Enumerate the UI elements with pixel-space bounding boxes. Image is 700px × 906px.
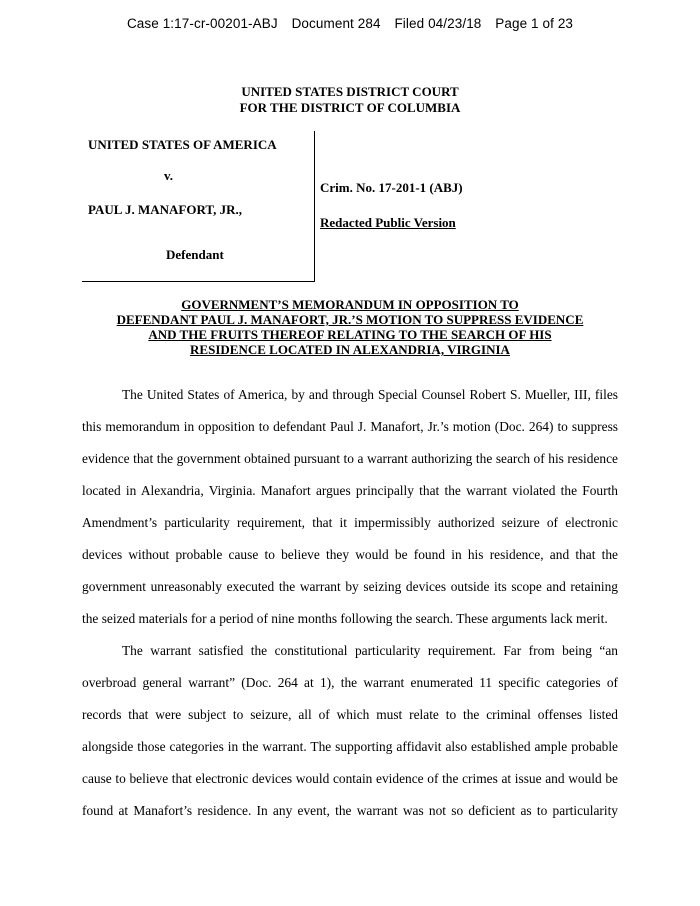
page-indicator: Page 1 of 23 [495, 16, 574, 31]
redacted-version-label: Redacted Public Version [320, 215, 456, 230]
case-caption-parties [82, 131, 315, 282]
defendant-label: Defendant [166, 247, 224, 262]
court-line-2: FOR THE DISTRICT OF COLUMBIA [239, 100, 461, 115]
versus-label: v. [164, 168, 174, 183]
document-number: Document 284 [291, 16, 381, 31]
court-line-1: UNITED STATES DISTRICT COURT [241, 84, 459, 99]
title-line-3: AND THE FRUITS THEREOF RELATING TO THE SEARCH OF HIS [148, 327, 552, 342]
filed-date: Filed 04/23/18 [394, 16, 482, 31]
court-name [0, 84, 700, 116]
memorandum-title [0, 297, 700, 357]
plaintiff-name: UNITED STATES OF AMERICA [88, 137, 277, 152]
case-number-header: Case 1:17-cr-00201-ABJ [126, 16, 278, 31]
memorandum-body [82, 379, 618, 827]
criminal-case-number: Crim. No. 17-201-1 (ABJ) [320, 180, 463, 195]
title-line-4: RESIDENCE LOCATED IN ALEXANDRIA, VIRGINIA [190, 342, 510, 357]
title-line-2: DEFENDANT PAUL J. MANAFORT, JR.’S MOTION TO SUPPRESS EVIDENCE [116, 312, 584, 327]
defendant-name: PAUL J. MANAFORT, JR., [88, 202, 242, 217]
filing-header [0, 16, 700, 31]
body-paragraph: The United States of America, by and through Special Counsel Robert S. Mueller, III, files this memorandum in opposition to defendant Paul J. Manafort, Jr.’s motion (Doc. 264) to suppress evidence that the government obtained pursuant to a warrant authorizing the search of his residence located in Alexandria, Virginia. Manafort argues principally that the warrant violated the Fourth Amendment’s particularity requirement, that it impermissibly authorized seizure of electronic devices without probable cause to believe they would be found in his residence, and that the government unreasonably executed the warrant by seizing devices outside its scope and retaining the seized materials for a period of nine months following the search. These arguments lack merit. [82, 387, 618, 626]
body-paragraph: The warrant satisfied the constitutional particularity requirement. Far from being “an overbroad general warrant” (Doc. 264 at 1), the warrant enumerated 11 specific categories of records that were subject to seizure, all of which must relate to the criminal offenses listed alongside those categories in the warrant. The supporting affidavit also established ample probable cause to believe that electronic devices would contain evidence of the crimes at issue and would be found at Manafort’s residence. In any event, the warrant was not so deficient as to particularity [82, 643, 618, 818]
title-line-1: GOVERNMENT’S MEMORANDUM IN OPPOSITION TO [181, 297, 519, 312]
